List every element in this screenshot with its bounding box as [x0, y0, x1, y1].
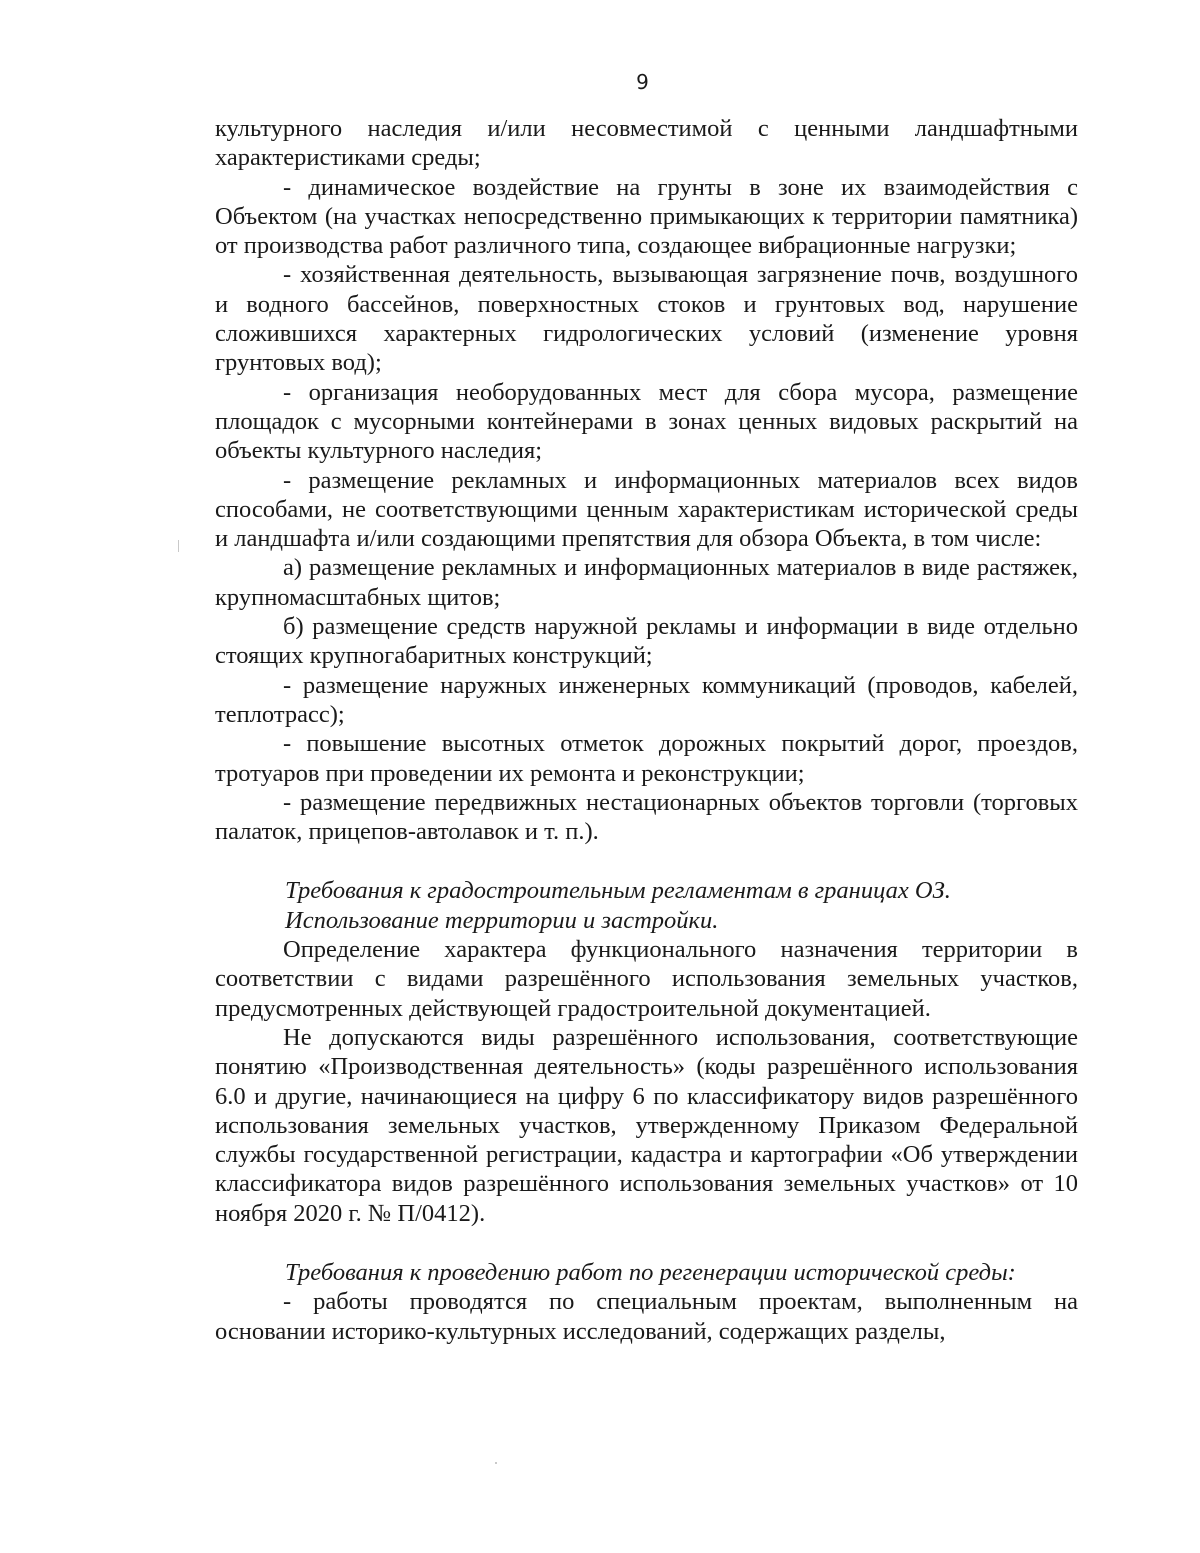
paragraph: - размещение наружных инженерных коммуникаций (проводов, кабелей, теплотрасс); [215, 671, 1078, 728]
section-gap [215, 846, 1078, 876]
scan-mark [495, 1462, 497, 1464]
section-heading: Требования к проведению работ по регенерации исторической среды: [285, 1258, 1016, 1286]
paragraph: а) размещение рекламных и информационных материалов в виде растяжек, крупномасштабных щитов; [215, 554, 1078, 611]
page-number: 9 [636, 70, 649, 94]
paragraph: б) размещение средств наружной рекламы и информации в виде отдельно стоящих крупногабаритных конструкций; [215, 613, 1078, 670]
paragraph: - работы проводятся по специальным проектам, выполненным на основании историко-культурных исследований, содержащих разделы, [215, 1288, 1078, 1345]
paragraph: - организация необорудованных мест для сбора мусора, размещение площадок с мусорными контейнерами в зонах ценных видовых раскрытий на объекты культурного наследия; [215, 378, 1078, 465]
paragraph: - размещение рекламных и информационных материалов всех видов способами, не соответствующими ценным характеристикам исторической среды и ландшафта и/или создающими препятствия для обзора Объекта, в том числе: [215, 466, 1078, 553]
section-heading: Требования к градостроительным регламентам в границах ОЗ. [285, 877, 951, 905]
paragraph: - динамическое воздействие на грунты в зоне их взаимодействия с Объектом (на участках непосредственно примыкающих к территории памятника) от производства работ различного типа, создающее вибрационные нагрузки; [215, 173, 1078, 260]
paragraph: Не допускаются виды разрешённого использования, соответствующие понятию «Производственная деятельность» (коды разрешённого использования 6.0 и другие, начинающиеся на цифру 6 по классификатору видов разрешённого использования земельных участков, утвержденному Приказом Федеральной службы государственной регистрации, кадастра и картографии «Об утверждении классификатора видов разрешённого использования земельных участков» от 10 ноября 2020 г. № П/0412). [215, 1023, 1078, 1227]
section-heading: Использование территории и застройки. [285, 906, 719, 934]
paragraph: - размещение передвижных нестационарных объектов торговли (торговых палаток, прицепов-автолавок и т. п.). [215, 788, 1078, 846]
paragraph: - хозяйственная деятельность, вызывающая загрязнение почв, воздушного и водного бассейнов, поверхностных стоков и грунтовых вод, нарушение сложившихся характерных гидрологических условий (изменение уровня грунтовых вод); [215, 261, 1078, 377]
section-gap [215, 1228, 1078, 1258]
paragraph: - повышение высотных отметок дорожных покрытий дорог, проездов, тротуаров при проведении их ремонта и реконструкции; [215, 730, 1078, 787]
document-body [215, 114, 1078, 1346]
scan-mark [178, 540, 179, 552]
paragraph: культурного наследия и/или несовместимой с ценными ландшафтными характеристиками среды; [215, 115, 1078, 172]
paragraph: Определение характера функционального назначения территории в соответствии с видами разрешённого использования земельных участков, предусмотренных действующей градостроительной документацией. [215, 936, 1078, 1022]
